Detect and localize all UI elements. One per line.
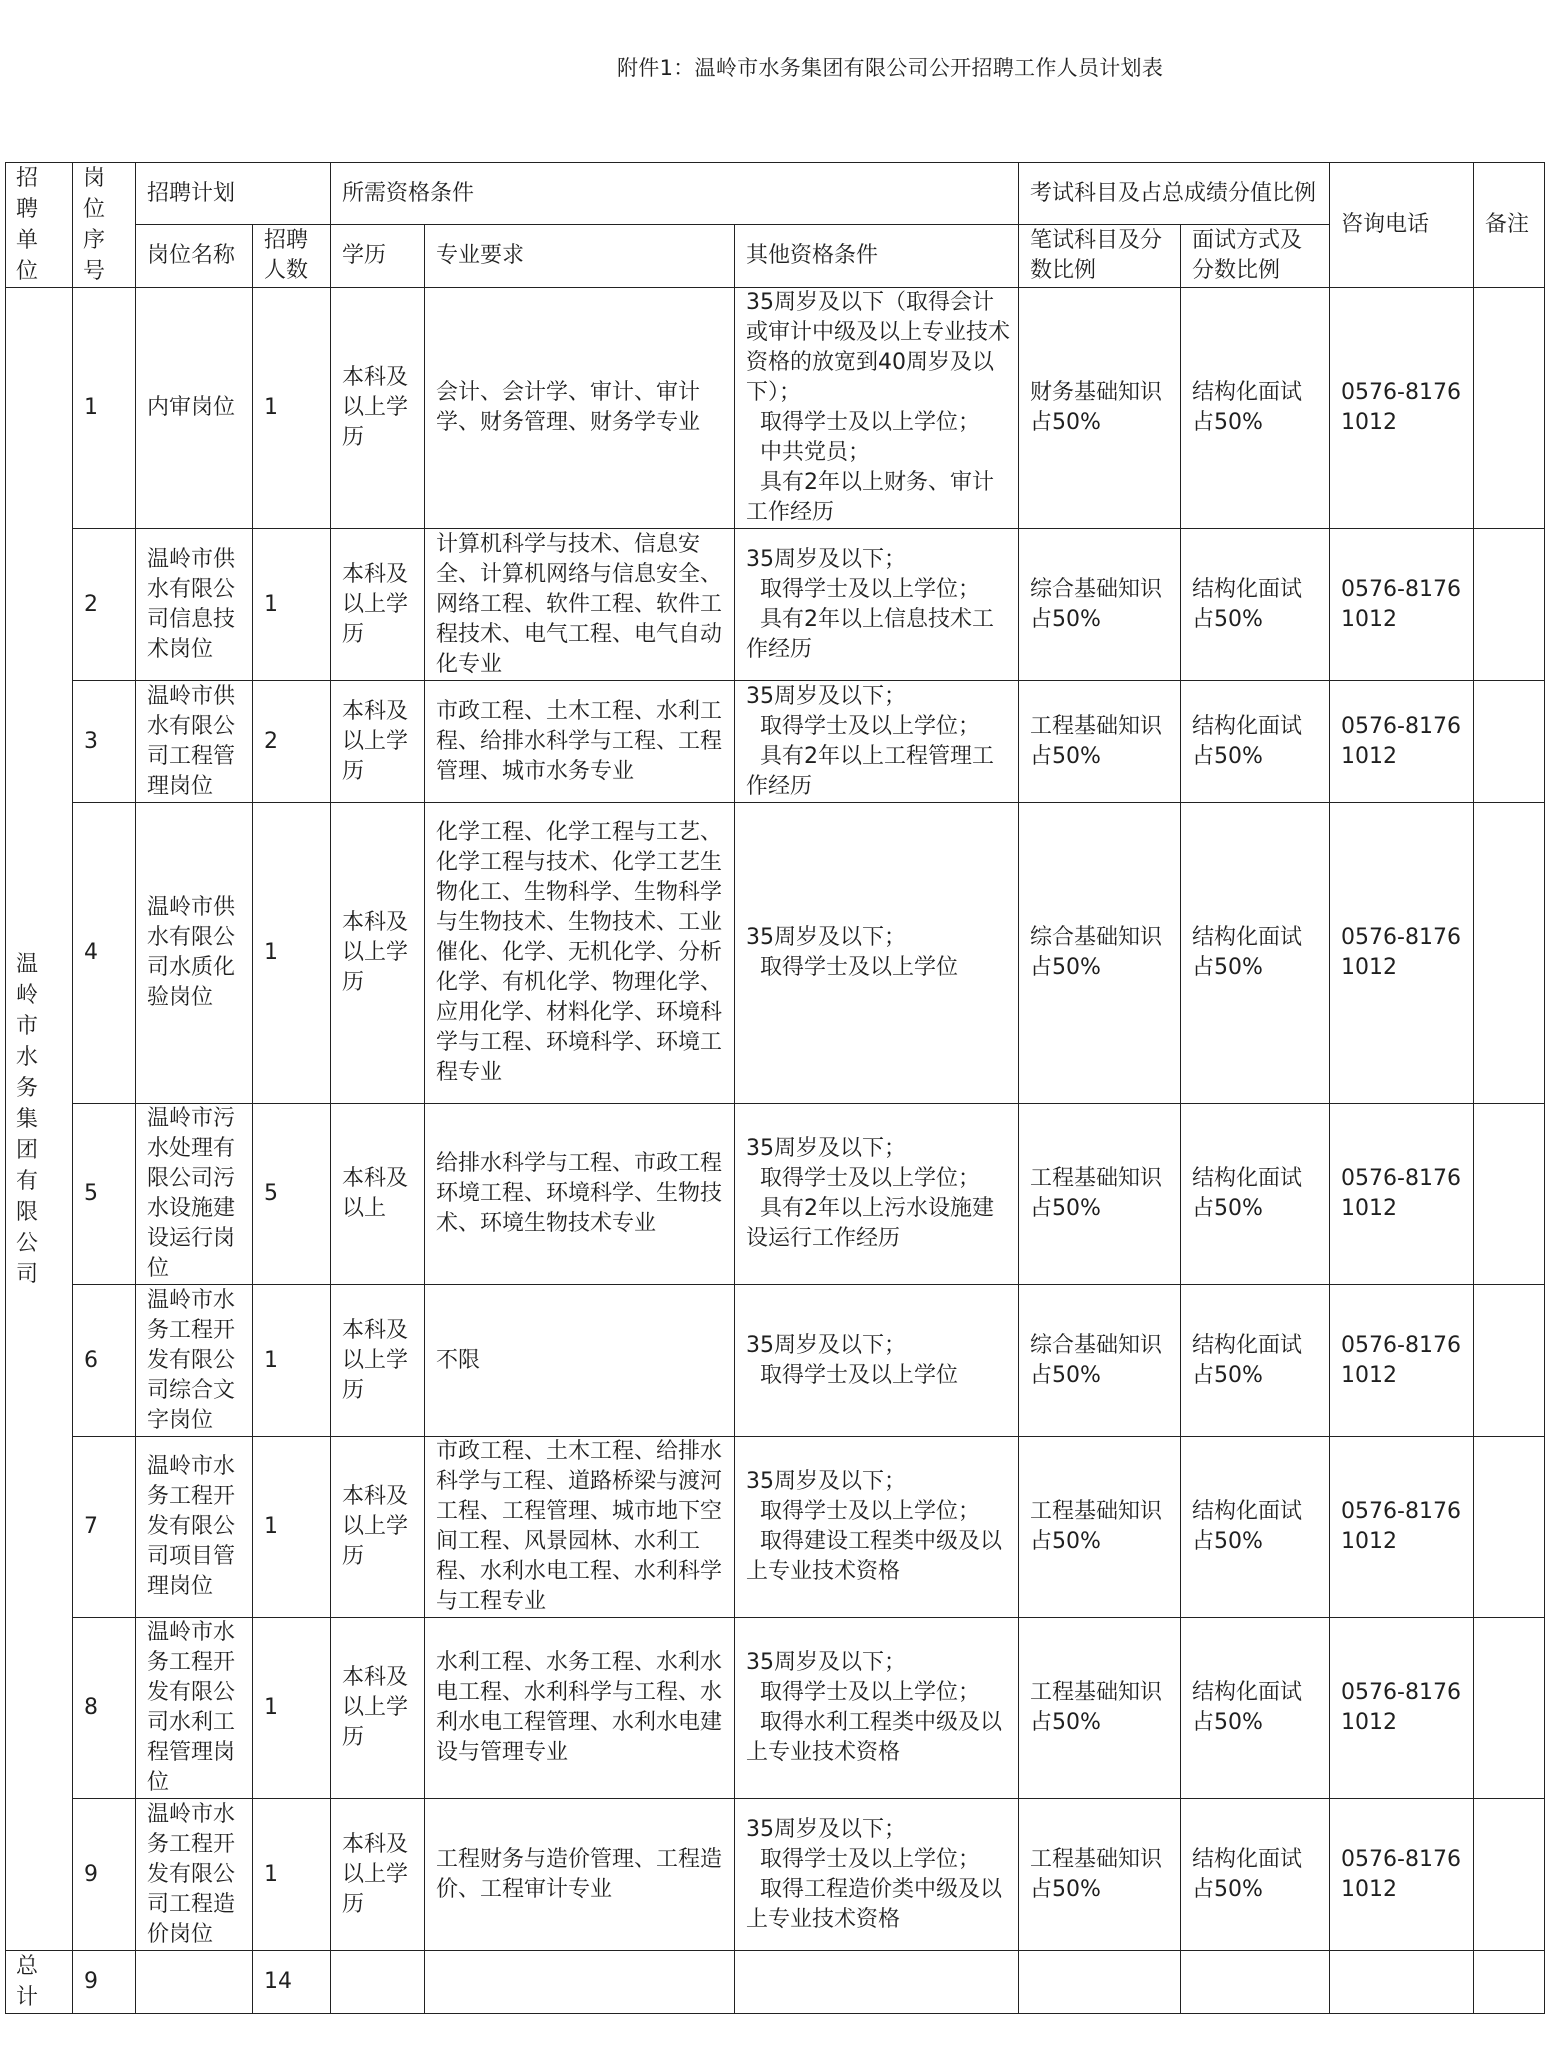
edu-cell: 本科及以上学历 (331, 681, 425, 803)
written-exam-cell: 工程基础知识占50% (1019, 1437, 1181, 1618)
note-cell (1474, 681, 1545, 803)
written-exam-cell: 综合基础知识占50% (1019, 1285, 1181, 1437)
phone-cell: 0576-81761012 (1330, 681, 1474, 803)
interview-cell: 结构化面试占50% (1181, 1799, 1330, 1951)
other-req-cell (735, 1285, 1019, 1437)
other-req-cell (735, 803, 1019, 1104)
written-exam-cell: 工程基础知识占50% (1019, 1104, 1181, 1285)
table-row (6, 803, 1545, 1104)
other-req-line: 35周岁及以下； (746, 1136, 907, 1161)
other-req-line: 35周岁及以下； (746, 683, 907, 709)
seq-cell: 3 (73, 681, 136, 803)
header-edu: 学历 (331, 225, 425, 288)
note-cell (1474, 1285, 1545, 1437)
other-req-line: 取得学士及以上学位； (746, 410, 981, 435)
other-req-line: 35周岁及以下； (746, 1332, 907, 1358)
unit-name-cell: 温岭市水务集团有限公司 (6, 288, 73, 1951)
other-req-line: 取得水利工程类中级及以上专业技术资格 (746, 1710, 1003, 1765)
interview-cell: 结构化面试占50% (1181, 1437, 1330, 1618)
total-seq: 9 (73, 1951, 136, 2014)
other-req-line: 具有2年以上污水设施建设运行工作经历 (746, 1196, 995, 1251)
seq-cell: 9 (73, 1799, 136, 1951)
seq-cell: 4 (73, 803, 136, 1104)
other-req-cell (735, 529, 1019, 681)
header-other: 其他资格条件 (735, 225, 1019, 288)
header-written: 笔试科目及分数比例 (1019, 225, 1181, 288)
interview-cell: 结构化面试占50% (1181, 681, 1330, 803)
header-exam: 考试科目及占总成绩分值比例 (1019, 163, 1330, 225)
table-row (6, 288, 1545, 529)
count-cell: 1 (253, 1285, 331, 1437)
phone-cell: 0576-81761012 (1330, 1618, 1474, 1799)
header-seq: 岗位序号 (73, 163, 136, 288)
phone-cell: 0576-81761012 (1330, 1104, 1474, 1285)
header-major: 专业要求 (425, 225, 735, 288)
note-cell (1474, 1437, 1545, 1618)
note-cell (1474, 529, 1545, 681)
other-req-line: 具有2年以上财务、审计工作经历 (746, 470, 995, 525)
header-plan: 招聘计划 (136, 163, 331, 225)
other-req-cell (735, 1618, 1019, 1799)
other-req-line: 取得学士及以上学位； (746, 1166, 981, 1191)
count-cell: 1 (253, 529, 331, 681)
interview-cell: 结构化面试占50% (1181, 288, 1330, 529)
total-empty (1019, 1951, 1181, 2014)
other-req-line: 取得学士及以上学位 (746, 1362, 959, 1388)
seq-cell: 1 (73, 288, 136, 529)
written-exam-cell: 综合基础知识占50% (1019, 803, 1181, 1104)
post-name-cell: 温岭市污水处理有限公司污水设施建设运行岗位 (136, 1104, 253, 1285)
major-cell: 市政工程、土木工程、给排水科学与工程、道路桥梁与渡河工程、工程管理、城市地下空间工程、风景园林、水利工程、水利水电工程、水利科学与工程专业 (425, 1437, 735, 1618)
other-req-cell (735, 288, 1019, 529)
total-empty (1181, 1951, 1330, 2014)
interview-cell: 结构化面试占50% (1181, 1104, 1330, 1285)
other-req-line: 35周岁及以下； (746, 1469, 907, 1494)
major-cell: 计算机科学与技术、信息安全、计算机网络与信息安全、网络工程、软件工程、软件工程技术、电气工程、电气自动化专业 (425, 529, 735, 681)
header-qual: 所需资格条件 (331, 163, 1019, 225)
count-cell: 5 (253, 1104, 331, 1285)
post-name-cell: 温岭市供水有限公司水质化验岗位 (136, 803, 253, 1104)
seq-cell: 8 (73, 1618, 136, 1799)
note-cell (1474, 1104, 1545, 1285)
interview-cell: 结构化面试占50% (1181, 529, 1330, 681)
header-interview: 面试方式及分数比例 (1181, 225, 1330, 288)
other-req-cell (735, 1104, 1019, 1285)
major-cell: 工程财务与造价管理、工程造价、工程审计专业 (425, 1799, 735, 1951)
phone-cell: 0576-81761012 (1330, 288, 1474, 529)
note-cell (1474, 803, 1545, 1104)
edu-cell: 本科及以上学历 (331, 1799, 425, 1951)
total-count: 14 (253, 1951, 331, 2014)
other-req-line: 取得学士及以上学位； (746, 1680, 981, 1705)
other-req-cell (735, 1799, 1019, 1951)
edu-cell: 本科及以上学历 (331, 803, 425, 1104)
phone-cell: 0576-81761012 (1330, 1285, 1474, 1437)
interview-cell: 结构化面试占50% (1181, 1618, 1330, 1799)
table-row (6, 681, 1545, 803)
written-exam-cell: 财务基础知识占50% (1019, 288, 1181, 529)
header-note: 备注 (1474, 163, 1545, 288)
interview-cell: 结构化面试占50% (1181, 803, 1330, 1104)
table-row (6, 1799, 1545, 1951)
post-name-cell: 温岭市水务工程开发有限公司水利工程管理岗位 (136, 1618, 253, 1799)
post-name-cell: 温岭市供水有限公司工程管理岗位 (136, 681, 253, 803)
total-empty (136, 1951, 253, 2014)
header-count: 招聘人数 (253, 225, 331, 288)
total-empty (1474, 1951, 1545, 2014)
table-row (6, 1285, 1545, 1437)
table-row (6, 1104, 1545, 1285)
other-req-line: 具有2年以上工程管理工作经历 (746, 743, 995, 799)
count-cell: 2 (253, 681, 331, 803)
seq-cell: 6 (73, 1285, 136, 1437)
interview-cell: 结构化面试占50% (1181, 1285, 1330, 1437)
post-name-cell: 内审岗位 (136, 288, 253, 529)
note-cell (1474, 288, 1545, 529)
post-name-cell: 温岭市水务工程开发有限公司工程造价岗位 (136, 1799, 253, 1951)
other-req-line: 35周岁及以下； (746, 546, 907, 572)
table-row (6, 529, 1545, 681)
total-label: 总计 (6, 1951, 73, 2014)
edu-cell: 本科及以上学历 (331, 529, 425, 681)
total-empty (425, 1951, 735, 2014)
major-cell: 化学工程、化学工程与工艺、化学工程与技术、化学工艺生物化工、生物科学、生物科学与生物技术、生物技术、工业催化、化学、无机化学、分析化学、有机化学、物理化学、应用化学、材料化学、环境科学与工程、环境科学、环境工程专业 (425, 803, 735, 1104)
other-req-line: 35周岁及以下（取得会计或审计中级及以上专业技术资格的放宽到40周岁及以下）； (746, 290, 1011, 405)
seq-cell: 7 (73, 1437, 136, 1618)
other-req-line: 35周岁及以下； (746, 1816, 907, 1842)
edu-cell: 本科及以上学历 (331, 288, 425, 529)
other-req-cell (735, 1437, 1019, 1618)
table-row (6, 1618, 1545, 1799)
phone-cell: 0576-81761012 (1330, 803, 1474, 1104)
major-cell: 水利工程、水务工程、水利水电工程、水利科学与工程、水利水电工程管理、水利水电建设与管理专业 (425, 1618, 735, 1799)
other-req-line: 中共党员； (746, 440, 871, 465)
major-cell: 市政工程、土木工程、水利工程、给排水科学与工程、工程管理、城市水务专业 (425, 681, 735, 803)
written-exam-cell: 工程基础知识占50% (1019, 1618, 1181, 1799)
other-req-line: 35周岁及以下； (746, 1650, 907, 1675)
other-req-line: 取得学士及以上学位； (746, 1846, 981, 1872)
seq-cell: 5 (73, 1104, 136, 1285)
edu-cell: 本科及以上学历 (331, 1285, 425, 1437)
written-exam-cell: 工程基础知识占50% (1019, 681, 1181, 803)
phone-cell: 0576-81761012 (1330, 1437, 1474, 1618)
other-req-line: 具有2年以上信息技术工作经历 (746, 606, 995, 662)
major-cell: 给排水科学与工程、市政工程环境工程、环境科学、生物技术、环境生物技术专业 (425, 1104, 735, 1285)
header-phone: 咨询电话 (1330, 163, 1474, 288)
total-empty (331, 1951, 425, 2014)
written-exam-cell: 工程基础知识占50% (1019, 1799, 1181, 1951)
count-cell: 1 (253, 803, 331, 1104)
recruitment-plan-table (5, 162, 1545, 2014)
header-row-2 (6, 225, 1545, 288)
count-cell: 1 (253, 1799, 331, 1951)
other-req-line: 取得学士及以上学位； (746, 713, 981, 739)
header-row-1 (6, 163, 1545, 225)
table-row (6, 1437, 1545, 1618)
count-cell: 1 (253, 288, 331, 529)
major-cell: 会计、会计学、审计、审计学、财务管理、财务学专业 (425, 288, 735, 529)
header-post: 岗位名称 (136, 225, 253, 288)
post-name-cell: 温岭市水务工程开发有限公司项目管理岗位 (136, 1437, 253, 1618)
header-unit: 招聘单位 (6, 163, 73, 288)
note-cell (1474, 1618, 1545, 1799)
other-req-line: 取得学士及以上学位 (746, 955, 959, 980)
other-req-line: 35周岁及以下； (746, 925, 907, 950)
edu-cell: 本科及以上学历 (331, 1437, 425, 1618)
other-req-line: 取得学士及以上学位； (746, 576, 981, 602)
written-exam-cell: 综合基础知识占50% (1019, 529, 1181, 681)
other-req-line: 取得工程造价类中级及以上专业技术资格 (746, 1876, 1003, 1932)
edu-cell: 本科及以上 (331, 1104, 425, 1285)
phone-cell: 0576-81761012 (1330, 1799, 1474, 1951)
total-row (6, 1951, 1545, 2014)
count-cell: 1 (253, 1437, 331, 1618)
count-cell: 1 (253, 1618, 331, 1799)
post-name-cell: 温岭市水务工程开发有限公司综合文字岗位 (136, 1285, 253, 1437)
page-title: 附件1：温岭市水务集团有限公司公开招聘工作人员计划表 (617, 56, 1164, 80)
post-name-cell: 温岭市供水有限公司信息技术岗位 (136, 529, 253, 681)
other-req-line: 取得建设工程类中级及以上专业技术资格 (746, 1529, 1003, 1584)
seq-cell: 2 (73, 529, 136, 681)
phone-cell: 0576-81761012 (1330, 529, 1474, 681)
other-req-line: 取得学士及以上学位； (746, 1499, 981, 1524)
major-cell: 不限 (425, 1285, 735, 1437)
other-req-cell (735, 681, 1019, 803)
total-empty (1330, 1951, 1474, 2014)
note-cell (1474, 1799, 1545, 1951)
edu-cell: 本科及以上学历 (331, 1618, 425, 1799)
total-empty (735, 1951, 1019, 2014)
